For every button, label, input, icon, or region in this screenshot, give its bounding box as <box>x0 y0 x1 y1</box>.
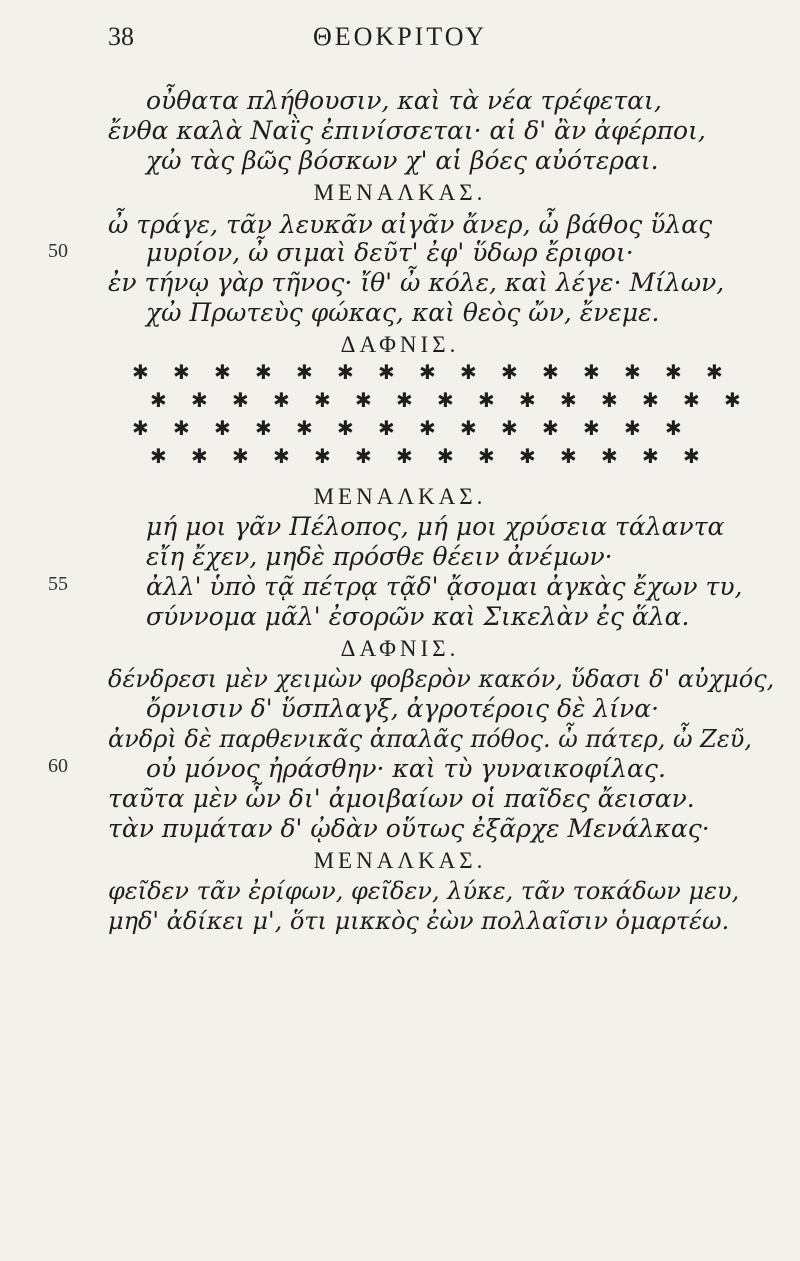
asterisk-icon: ✱ <box>665 416 682 440</box>
asterisk-icon: ✱ <box>337 360 354 384</box>
verse-line: ἐν τήνῳ γὰρ τῆνος· ἴθ' ὦ κόλε, καὶ λέγε· Μίλων, <box>108 268 725 297</box>
asterisk-icon: ✱ <box>642 444 659 468</box>
asterisk-icon: ✱ <box>478 388 495 412</box>
asterisk-icon: ✱ <box>232 388 249 412</box>
asterisk-icon: ✱ <box>501 416 518 440</box>
asterisk-icon: ✱ <box>560 444 577 468</box>
verse-line: ὄρνισιν δ' ὕσπλαγξ, ἀγροτέροις δὲ λίνα· <box>146 694 660 723</box>
verse-line: δένδρεσι μὲν χειμὼν φοβερὸν κακόν, ὕδασι δ' αὐχμός, <box>108 665 775 693</box>
asterisk-icon: ✱ <box>419 360 436 384</box>
speaker-heading: ΜΕΝΑΛΚΑΣ. <box>313 848 487 873</box>
asterisk-icon: ✱ <box>624 360 641 384</box>
asterisk-icon: ✱ <box>314 388 331 412</box>
verse-line: χὠ τὰς βῶς βόσκων χ' αἱ βόες αὐότεραι. <box>146 146 659 175</box>
asterisk-icon: ✱ <box>314 444 331 468</box>
asterisk-icon: ✱ <box>150 388 167 412</box>
asterisk-icon: ✱ <box>132 360 149 384</box>
speaker-heading: ΔΑΦΝΙΣ. <box>340 332 460 357</box>
asterisk-icon: ✱ <box>583 416 600 440</box>
asterisk-icon: ✱ <box>378 416 395 440</box>
asterisk-icon: ✱ <box>296 416 313 440</box>
asterisk-icon: ✱ <box>150 444 167 468</box>
asterisk-icon: ✱ <box>132 416 149 440</box>
verse-line: μυρίον, ὦ σιμαὶ δεῦτ' ἐφ' ὕδωρ ἔριφοι· <box>146 238 634 267</box>
verse-line: μηδ' ἀδίκει μ', ὅτι μικκὸς ἐὼν πολλαῖσιν ὁμαρτέω. <box>108 907 730 935</box>
asterisk-icon: ✱ <box>460 360 477 384</box>
asterisk-icon: ✱ <box>706 360 723 384</box>
verse-line: μή μοι γᾶν Πέλοπος, μή μοι χρύσεια τάλαντα <box>146 512 725 541</box>
asterisk-icon: ✱ <box>396 444 413 468</box>
asterisk-icon: ✱ <box>378 360 395 384</box>
verse-line: ὦ τράγε, τᾶν λευκᾶν αἰγᾶν ἄνερ, ὦ βάθος ὕλας <box>108 210 713 239</box>
verse-line: σύννομα μᾶλ' ἐσορῶν καὶ Σικελὰν ἐς ἅλα. <box>146 602 690 631</box>
speaker-heading: ΜΕΝΑΛΚΑΣ. <box>313 180 487 205</box>
asterisk-icon: ✱ <box>396 388 413 412</box>
asterisk-icon: ✱ <box>519 444 536 468</box>
asterisk-icon: ✱ <box>724 388 741 412</box>
asterisk-icon: ✱ <box>355 444 372 468</box>
asterisk-icon: ✱ <box>214 360 231 384</box>
asterisk-icon: ✱ <box>601 444 618 468</box>
verse-line: φεῖδεν τᾶν ἐρίφων, φεῖδεν, λύκε, τᾶν τοκάδων μευ, <box>108 877 740 905</box>
verse-line: ἀνδρὶ δὲ παρθενικᾶς ἁπαλᾶς πόθος. ὦ πάτερ, ὦ Ζεῦ, <box>108 725 752 753</box>
verse-line: ταῦτα μὲν ὧν δι' ἀμοιβαίων οἱ παῖδες ἄεισαν. <box>108 784 695 813</box>
asterisk-icon: ✱ <box>560 388 577 412</box>
verse-line: χὠ Πρωτεὺς φώκας, καὶ θεὸς ὤν, ἔνεμε. <box>146 298 660 327</box>
line-number: 60 <box>48 755 68 777</box>
verse-line: τὰν πυμάταν δ' ᾠδὰν οὕτως ἐξᾶρχε Μενάλκας· <box>108 814 710 843</box>
asterisk-icon: ✱ <box>232 444 249 468</box>
asterisk-icon: ✱ <box>542 360 559 384</box>
asterisk-icon: ✱ <box>437 444 454 468</box>
asterisk-icon: ✱ <box>665 360 682 384</box>
asterisk-icon: ✱ <box>683 444 700 468</box>
asterisk-icon: ✱ <box>273 388 290 412</box>
verse-line: ἔνθα καλὰ Ναῒς ἐπινίσσεται· αἱ δ' ἂν ἀφέρποι, <box>108 116 706 145</box>
asterisk-icon: ✱ <box>255 416 272 440</box>
asterisk-icon: ✱ <box>542 416 559 440</box>
verse-line: εἴη ἔχεν, μηδὲ πρόσθε θέειν ἀνέμων· <box>146 542 613 571</box>
asterisk-icon: ✱ <box>419 416 436 440</box>
asterisk-icon: ✱ <box>519 388 536 412</box>
asterisk-icon: ✱ <box>191 388 208 412</box>
asterisk-icon: ✱ <box>437 388 454 412</box>
asterisk-icon: ✱ <box>683 388 700 412</box>
asterisk-icon: ✱ <box>501 360 518 384</box>
asterisk-icon: ✱ <box>478 444 495 468</box>
asterisk-icon: ✱ <box>255 360 272 384</box>
asterisk-icon: ✱ <box>296 360 313 384</box>
verse-line: οὖθατα πλήθουσιν, καὶ τὰ νέα τρέφεται, <box>146 86 662 115</box>
line-number: 50 <box>48 240 68 262</box>
asterisk-icon: ✱ <box>642 388 659 412</box>
asterisk-icon: ✱ <box>337 416 354 440</box>
asterisk-icon: ✱ <box>214 416 231 440</box>
running-title: ΘΕΟΚΡΙΤΟΥ <box>313 22 487 51</box>
asterisk-icon: ✱ <box>601 388 618 412</box>
verse-line: οὐ μόνος ἠράσθην· καὶ τὺ γυναικοφίλας. <box>146 754 666 783</box>
page-header <box>0 18 800 58</box>
asterisk-icon: ✱ <box>191 444 208 468</box>
asterisk-icon: ✱ <box>173 360 190 384</box>
asterisk-icon: ✱ <box>624 416 641 440</box>
asterisk-icon: ✱ <box>173 416 190 440</box>
asterisk-icon: ✱ <box>273 444 290 468</box>
asterisk-icon: ✱ <box>355 388 372 412</box>
line-number: 55 <box>48 573 68 595</box>
verse-line: ἀλλ' ὑπὸ τᾷ πέτρᾳ τᾷδ' ᾄσομαι ἀγκὰς ἔχων τυ, <box>146 572 743 601</box>
speaker-heading: ΜΕΝΑΛΚΑΣ. <box>313 484 487 509</box>
asterisk-icon: ✱ <box>460 416 477 440</box>
speaker-heading: ΔΑΦΝΙΣ. <box>340 636 460 661</box>
asterisk-icon: ✱ <box>583 360 600 384</box>
page-number: 38 <box>108 22 134 51</box>
